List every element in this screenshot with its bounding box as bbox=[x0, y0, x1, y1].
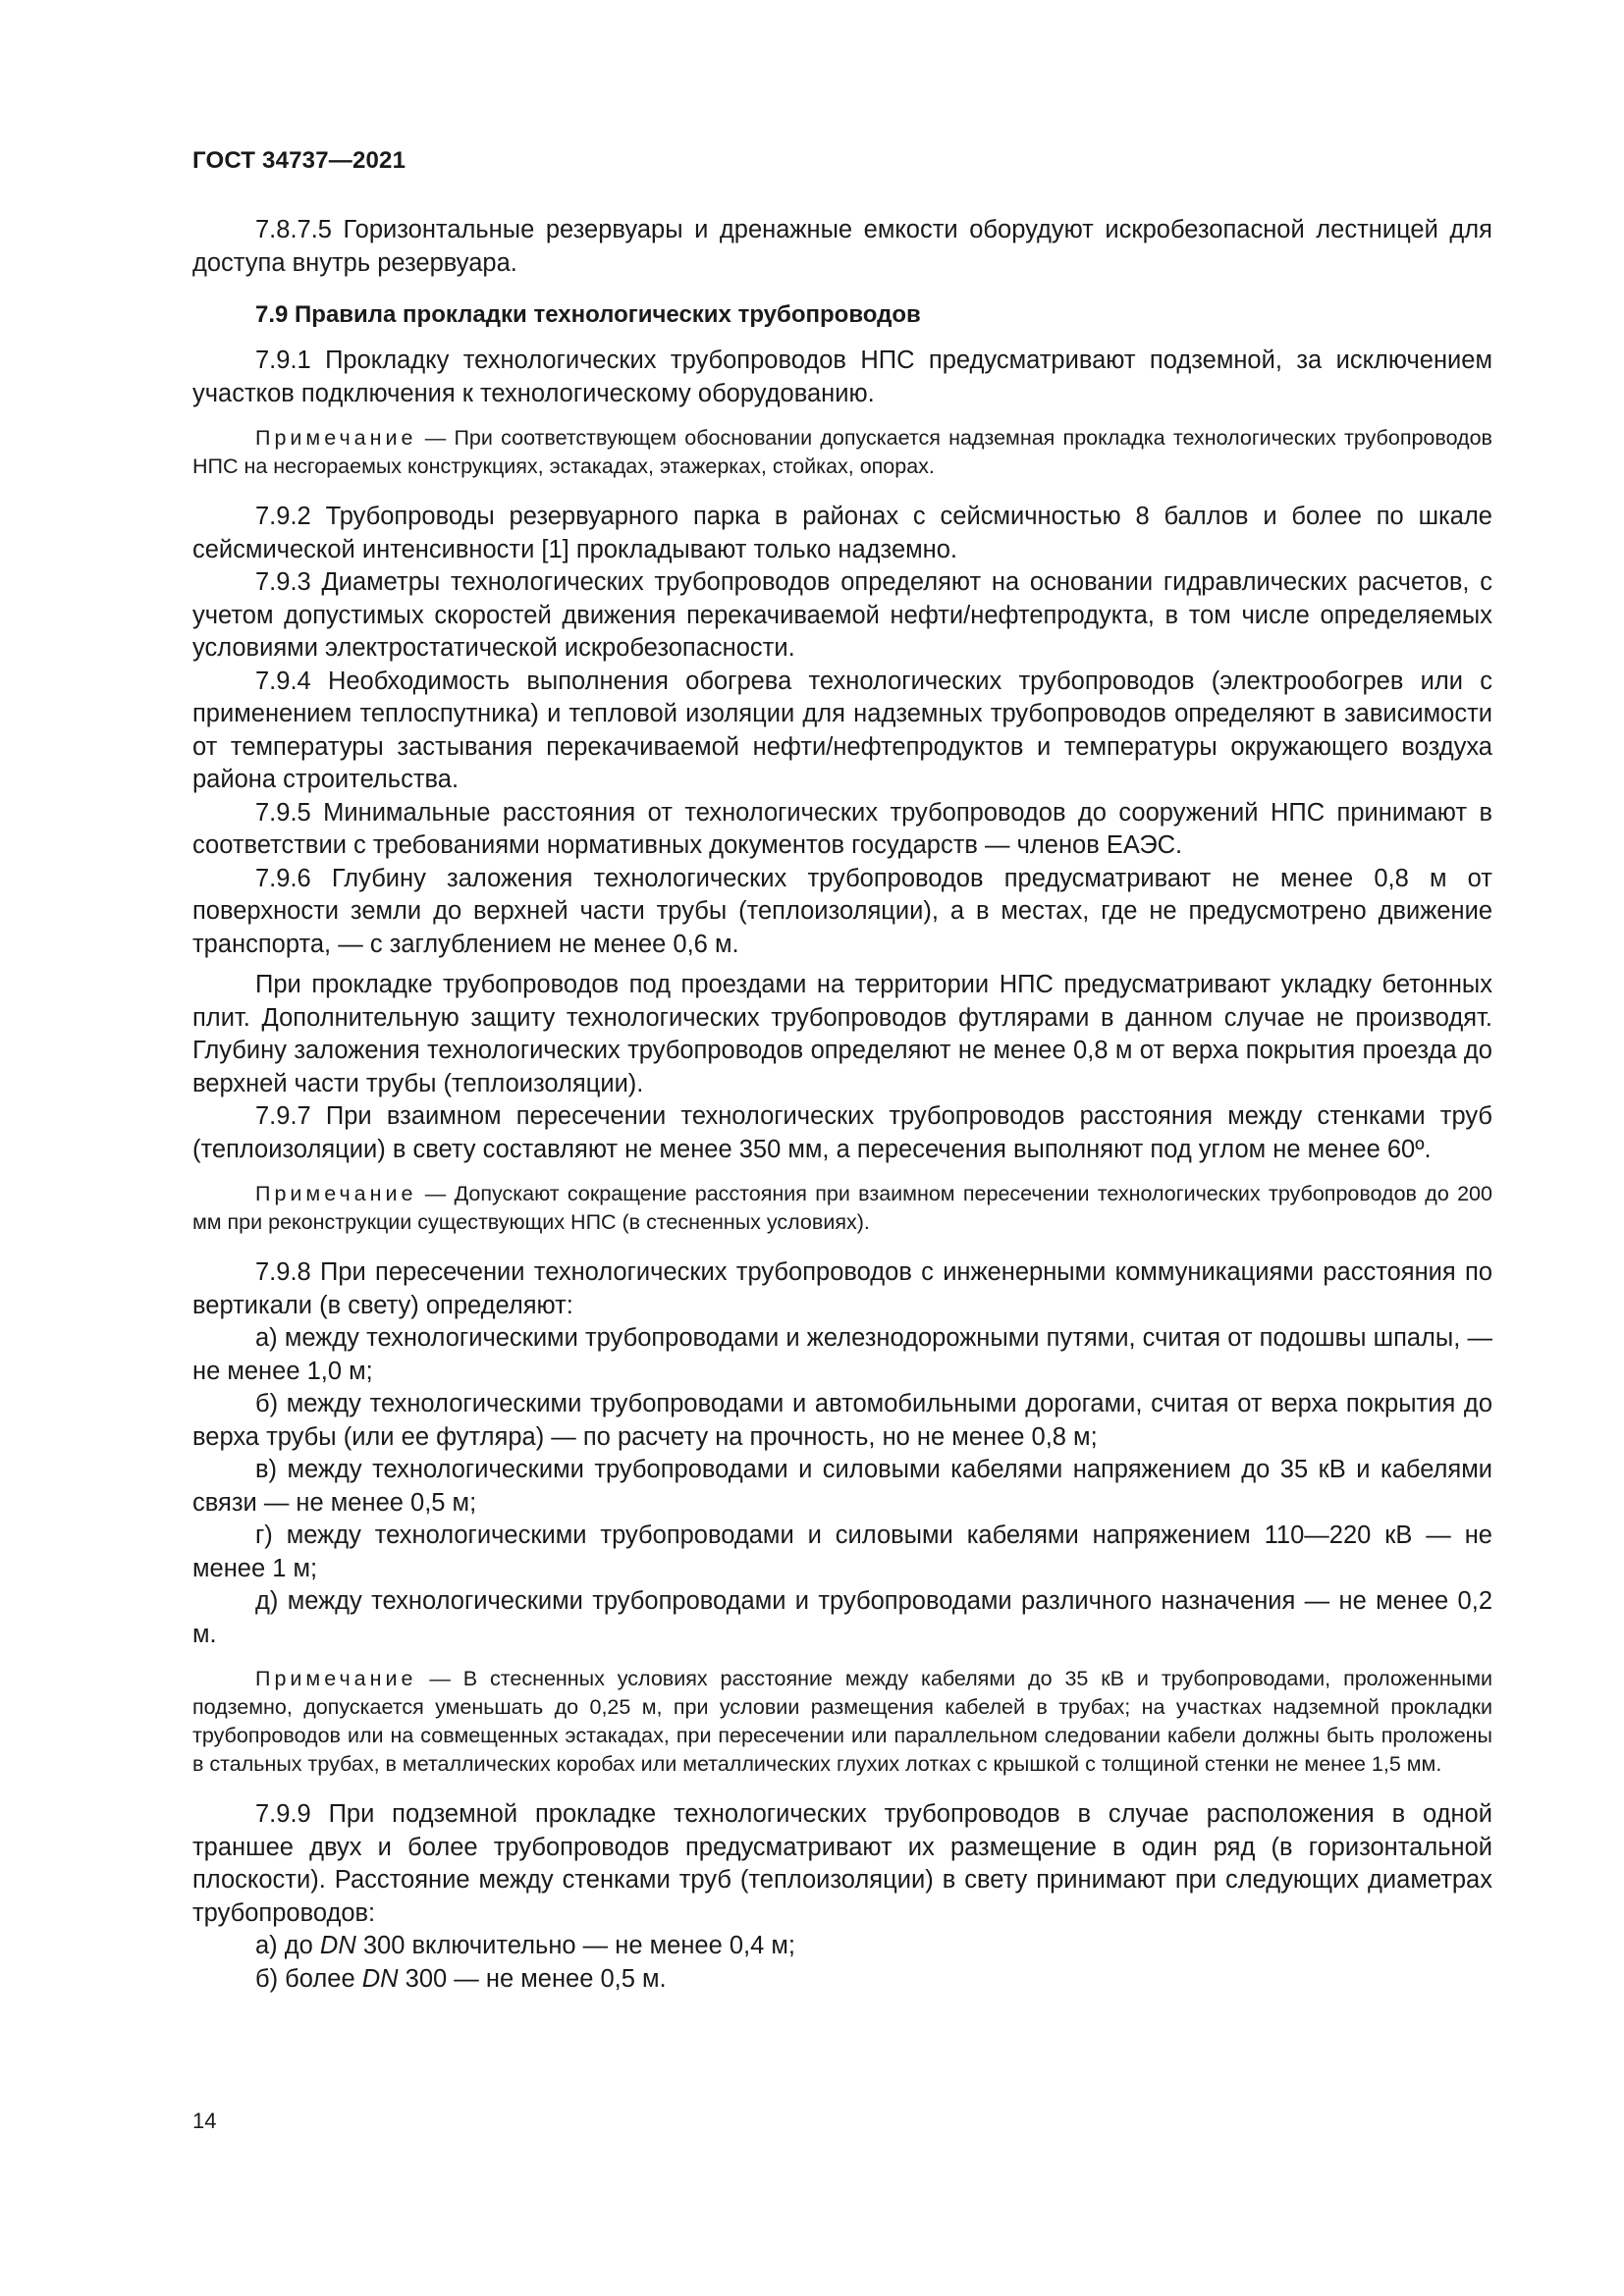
list-item-prefix: б) более bbox=[255, 1964, 362, 1993]
note-2-text: — Допускают сокращение расстояния при взаимном пересечении технологических трубопроводов до 200 мм при реконструкции существующих НПС (в стесненных условиях). bbox=[192, 1182, 1492, 1234]
dn-symbol: DN bbox=[361, 1964, 399, 1993]
note-label: Примечание bbox=[255, 1667, 417, 1690]
note-3-text: — В стесненных условиях расстояние между кабелями до 35 кВ и трубопроводами, проложенными подземно, допускается уменьшать до 0,25 м, при условии размещения кабелей в трубах; на участках надземной прокладки трубопроводов или на совмещенных эстакадах, при пересечении или параллельном следовании кабели должны быть проложены в стальных трубах, в металлических коробах или металлических глухих лотках с крышкой с толщиной стенки не менее 1,5 мм. bbox=[192, 1667, 1492, 1776]
dn-symbol: DN bbox=[319, 1932, 356, 1959]
paragraph-7-9-8: 7.9.8 При пересечении технологических трубопроводов с инженерными коммуникациями расстояния по вертикали (в свету) определяют: bbox=[192, 1258, 1492, 1319]
paragraph-7-9-7: 7.9.7 При взаимном пересечении технологических трубопроводов расстояния между стенками труб (теплоизоляции) в свету составляют не менее 350 мм, а пересечения выполняют под углом не менее 60º. bbox=[192, 1102, 1492, 1163]
note-label: Примечание bbox=[255, 1182, 417, 1205]
paragraph-7-9-1: 7.9.1 Прокладку технологических трубопроводов НПС предусматривают подземной, за исключением участков подключения к технологическому оборудованию. bbox=[192, 347, 1492, 407]
list-item-7-9-8-d: г) между технологическими трубопроводами и силовыми кабелями напряжением 110—220 кВ — не менее 1 м; bbox=[192, 1522, 1492, 1582]
list-item-7-9-8-c: в) между технологическими трубопроводами и силовыми кабелями напряжением до 35 кВ и кабелями связи — не менее 0,5 м; bbox=[192, 1456, 1492, 1517]
note-1 bbox=[192, 424, 1492, 481]
paragraph-7-9-6: 7.9.6 Глубину заложения технологических трубопроводов предусматривают не менее 0,8 м от поверхности земли до верхней части трубы (теплоизоляции), а в местах, где не предусмотрено движение транспорта, — с заглублением не менее 0,6 м. bbox=[192, 864, 1492, 958]
list-item-7-9-8-a: а) между технологическими трубопроводами и железнодорожными путями, считая от подошвы шпалы, — не менее 1,0 м; bbox=[192, 1324, 1492, 1385]
paragraph-7-9-9: 7.9.9 При подземной прокладке технологических трубопроводов в случае расположения в одной траншее двух и более трубопроводов предусматривают их размещение в один ряд (в горизонтальной плоскости). Расстояние между стенками труб (теплоизоляции) в свету принимают при следующих диаметрах трубопроводов: bbox=[192, 1800, 1492, 1927]
list-item-7-9-8-e: д) между технологическими трубопроводами и трубопроводами различного назначения — не менее 0,2 м. bbox=[192, 1587, 1492, 1648]
note-3 bbox=[192, 1665, 1492, 1779]
paragraph-7-8-7-5: 7.8.7.5 Горизонтальные резервуары и дренажные емкости оборудуют искробезопасной лестницей для доступа внутрь резервуара. bbox=[192, 216, 1492, 277]
list-item-suffix: 300 — не менее 0,5 м. bbox=[398, 1964, 667, 1993]
note-label: Примечание bbox=[255, 426, 417, 450]
list-item-7-9-8-b: б) между технологическими трубопроводами и автомобильными дорогами, считая от верха покрытия до верха трубы (или ее футляра) — по расчету на прочность, но не менее 0,8 м; bbox=[192, 1390, 1492, 1451]
note-1-text: — При соответствующем обосновании допускается надземная прокладка технологических трубопроводов НПС на несгораемых конструкциях, эстакадах, этажерках, стойках, опорах. bbox=[192, 426, 1492, 478]
list-item-7-9-9-b bbox=[192, 1963, 1492, 1997]
page-number: 14 bbox=[192, 2109, 217, 2133]
paragraph-7-9-6-roads: При прокладке трубопроводов под проездами на территории НПС предусматривают укладку бетонных плит. Дополнительную защиту технологических трубопроводов футлярами в данном случае не производят. Глубину заложения технологических трубопроводов определяют не менее 0,8 м от верха покрытия проезда до верхней части трубы (теплоизоляции). bbox=[192, 971, 1492, 1097]
list-item-suffix: 300 включительно — не менее 0,4 м; bbox=[355, 1932, 795, 1959]
list-item-7-9-9-a bbox=[192, 1930, 1492, 1963]
paragraph-7-9-2: 7.9.2 Трубопроводы резервуарного парка в районах с сейсмичностью 8 баллов и более по шкале сейсмической интенсивности [1] прокладывают только надземно. bbox=[192, 503, 1492, 563]
section-heading-7-9: 7.9 Правила прокладки технологических трубопроводов bbox=[255, 301, 921, 328]
paragraph-7-9-3: 7.9.3 Диаметры технологических трубопроводов определяют на основании гидравлических расчетов, с учетом допустимых скоростей движения перекачиваемой нефти/нефтепродукта, в том числе определяемых условиями электростатической искробезопасности. bbox=[192, 568, 1492, 662]
document-code-header: ГОСТ 34737—2021 bbox=[192, 147, 406, 174]
list-item-prefix: а) до bbox=[255, 1932, 320, 1959]
paragraph-7-9-4: 7.9.4 Необходимость выполнения обогрева технологических трубопроводов (электрообогрев или с применением теплоспутника) и тепловой изоляции для надземных трубопроводов определяют в зависимости от температуры застывания перекачиваемой нефти/нефтепродуктов и температуры окружающего воздуха района строительства. bbox=[192, 667, 1492, 793]
document-page bbox=[192, 147, 1492, 1996]
paragraph-7-9-5: 7.9.5 Минимальные расстояния от технологических трубопроводов до сооружений НПС принимают в соответствии с требованиями нормативных документов государств — членов ЕАЭС. bbox=[192, 798, 1492, 859]
note-2 bbox=[192, 1180, 1492, 1237]
